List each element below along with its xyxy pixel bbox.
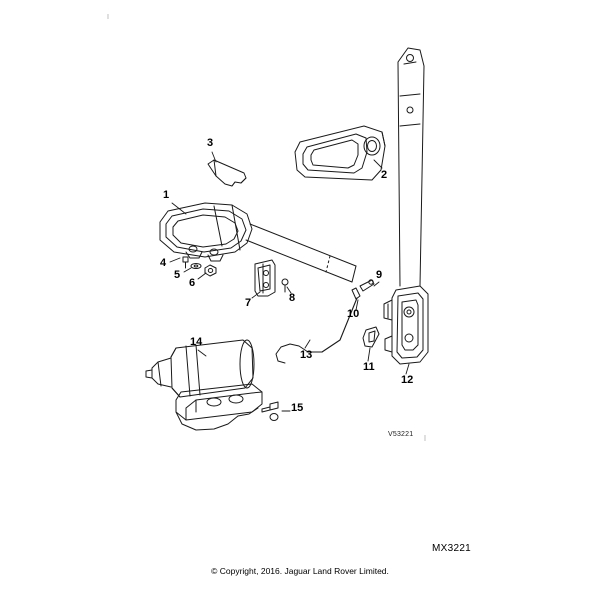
registration-marks <box>108 14 425 441</box>
part-operating-rod <box>276 298 360 363</box>
part-actuator-motor-assembly <box>146 340 262 430</box>
part-number-label: MX3221 <box>432 543 472 554</box>
part-handle-trim-bezel <box>295 126 388 181</box>
callout-1: 1 <box>163 189 170 201</box>
copyright-notice: © Copyright, 2016. Jaguar Land Rover Limited. <box>211 566 389 576</box>
callout-13: 13 <box>300 349 313 361</box>
part-rod-guide <box>352 288 360 299</box>
callout-11: 11 <box>363 361 375 373</box>
callout-10: 10 <box>347 308 360 320</box>
callout-9: 9 <box>376 269 383 281</box>
callout-4: 4 <box>160 257 167 269</box>
callout-6: 6 <box>189 277 196 289</box>
part-door-handle-escutcheon <box>160 203 252 261</box>
callout-14: 14 <box>190 336 203 348</box>
callout-8: 8 <box>289 292 296 304</box>
part-screw-actuator <box>262 402 278 421</box>
part-handle-lever <box>208 160 246 186</box>
part-clip <box>363 327 379 347</box>
callout-15: 15 <box>291 402 304 414</box>
part-link-clip <box>360 280 374 291</box>
part-door-latch-assembly <box>384 48 428 364</box>
callout-3: 3 <box>207 137 214 149</box>
part-fasteners-group <box>183 257 216 276</box>
part-screw-bracket <box>282 279 288 292</box>
part-bracket <box>255 260 275 296</box>
callout-7: 7 <box>245 297 252 309</box>
drawing-code: V53221 <box>388 431 414 438</box>
callout-5: 5 <box>174 269 181 281</box>
callout-12: 12 <box>401 374 414 386</box>
callout-2: 2 <box>381 169 388 181</box>
